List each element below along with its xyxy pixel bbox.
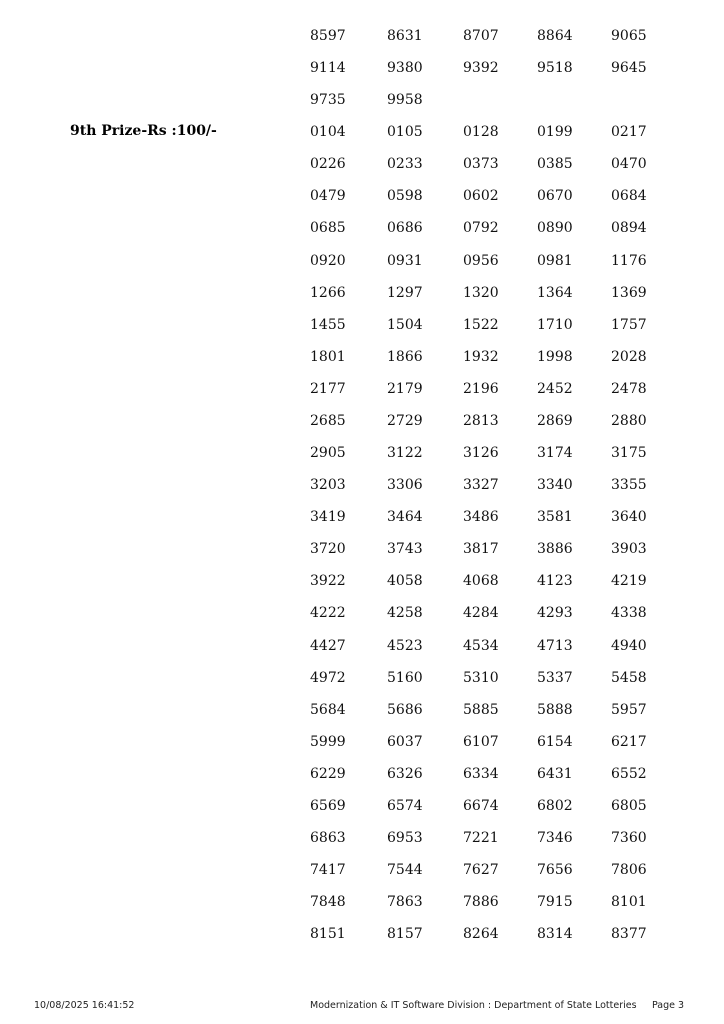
ticket-number: 4534 <box>463 637 499 654</box>
ticket-number: 8864 <box>537 28 573 44</box>
ticket-number: 3306 <box>387 477 423 494</box>
ticket-number: 7863 <box>387 894 423 911</box>
ticket-number: 6574 <box>387 797 423 814</box>
ticket-number: 9380 <box>387 60 423 77</box>
ticket-number: 0385 <box>537 156 573 173</box>
ticket-number: 8631 <box>387 28 423 44</box>
ticket-number: 9645 <box>611 60 647 77</box>
ticket-number: 3464 <box>387 509 423 526</box>
ticket-number: 6569 <box>310 797 346 814</box>
ticket-number: 0956 <box>463 252 499 269</box>
ticket-number: 6863 <box>310 830 346 846</box>
ticket-number: 0105 <box>387 124 423 141</box>
ticket-number: 7656 <box>537 862 573 879</box>
ticket-number: 3355 <box>611 477 647 494</box>
ticket-number: 4293 <box>537 605 573 622</box>
ticket-number: 6953 <box>387 830 423 846</box>
ticket-number: 3743 <box>387 541 423 558</box>
ticket-number: 6805 <box>611 797 647 814</box>
ticket-number: 0670 <box>537 188 573 205</box>
ticket-number: 5885 <box>463 701 499 718</box>
ticket-number: 6326 <box>387 765 423 782</box>
ticket-number: 1522 <box>463 316 499 333</box>
ticket-number: 5957 <box>611 701 647 718</box>
ticket-number: 6107 <box>463 733 499 750</box>
ticket-number: 4523 <box>387 637 423 654</box>
footer-timestamp: 10/08/2025 16:41:52 <box>34 1000 135 1011</box>
ticket-number: 2179 <box>387 380 423 397</box>
ticket-number: 5684 <box>310 701 346 718</box>
ticket-number: 1364 <box>537 284 573 301</box>
ticket-number: 0373 <box>463 156 499 173</box>
ticket-number: 5458 <box>611 669 647 686</box>
ticket-number: 0890 <box>537 220 573 237</box>
ticket-number: 1710 <box>537 316 573 333</box>
ticket-number: 4058 <box>387 573 423 590</box>
ticket-number: 9114 <box>310 60 346 77</box>
ticket-number: 5999 <box>310 733 346 750</box>
ticket-number: 0217 <box>611 124 647 141</box>
ticket-number: 3126 <box>463 445 499 462</box>
ticket-number: 6674 <box>463 797 499 814</box>
ticket-number: 4338 <box>611 605 647 622</box>
ticket-number: 3640 <box>611 509 647 526</box>
ticket-number: 4940 <box>611 637 647 654</box>
ticket-number: 7544 <box>387 862 423 879</box>
ticket-number: 0128 <box>463 124 499 141</box>
ticket-number: 6037 <box>387 733 423 750</box>
ticket-number: 3340 <box>537 477 573 494</box>
ticket-number: 6802 <box>537 797 573 814</box>
ticket-number: 4219 <box>611 573 647 590</box>
ticket-number: 4222 <box>310 605 346 622</box>
ticket-number: 1932 <box>463 348 499 365</box>
ticket-number: 4123 <box>537 573 573 590</box>
ticket-number: 7417 <box>310 862 346 879</box>
prize-9-label: 9th Prize-Rs :100/- <box>70 123 217 139</box>
ticket-number: 7346 <box>537 830 573 846</box>
ticket-number: 1504 <box>387 316 423 333</box>
ticket-number: 0104 <box>310 124 346 141</box>
ticket-number: 8377 <box>611 926 647 943</box>
ticket-number: 1266 <box>310 284 346 301</box>
ticket-number: 5337 <box>537 669 573 686</box>
ticket-number: 8151 <box>310 926 346 943</box>
ticket-number: 7360 <box>611 830 647 846</box>
ticket-number: 3419 <box>310 509 346 526</box>
ticket-number: 0792 <box>463 220 499 237</box>
footer-page-number: Page 3 <box>652 1000 685 1011</box>
ticket-number: 2177 <box>310 380 346 397</box>
ticket-number: 2869 <box>537 412 573 429</box>
ticket-number: 0598 <box>387 188 423 205</box>
footer-division: Modernization & IT Software Division : Department of State Lotteries <box>310 1000 637 1011</box>
ticket-number: 3203 <box>310 477 346 494</box>
ticket-number: 3922 <box>310 573 346 590</box>
ticket-number: 3175 <box>611 445 647 462</box>
ticket-number: 5888 <box>537 701 573 718</box>
ticket-number: 7221 <box>463 830 499 846</box>
ticket-number: 0685 <box>310 220 346 237</box>
ticket-number: 3581 <box>537 509 573 526</box>
ticket-number: 1801 <box>310 348 346 365</box>
ticket-number: 0686 <box>387 220 423 237</box>
ticket-number: 5160 <box>387 669 423 686</box>
ticket-number: 2478 <box>611 380 647 397</box>
ticket-number: 7886 <box>463 894 499 911</box>
ticket-number: 7915 <box>537 894 573 911</box>
ticket-number: 2880 <box>611 412 647 429</box>
ticket-number: 8707 <box>463 28 499 44</box>
ticket-number: 4972 <box>310 669 346 686</box>
ticket-number: 0981 <box>537 252 573 269</box>
ticket-number: 9958 <box>387 92 423 109</box>
ticket-number: 0233 <box>387 156 423 173</box>
ticket-number: 4427 <box>310 637 346 654</box>
ticket-number: 0479 <box>310 188 346 205</box>
ticket-number: 6334 <box>463 765 499 782</box>
ticket-number: 9065 <box>611 28 647 44</box>
ticket-number: 4284 <box>463 605 499 622</box>
ticket-number: 9735 <box>310 92 346 109</box>
ticket-number: 7627 <box>463 862 499 879</box>
ticket-number: 1297 <box>387 284 423 301</box>
ticket-number: 3720 <box>310 541 346 558</box>
ticket-number: 5686 <box>387 701 423 718</box>
ticket-number: 9518 <box>537 60 573 77</box>
ticket-number: 4068 <box>463 573 499 590</box>
ticket-number: 2905 <box>310 445 346 462</box>
ticket-number: 5310 <box>463 669 499 686</box>
ticket-number: 1866 <box>387 348 423 365</box>
ticket-number: 1320 <box>463 284 499 301</box>
ticket-number: 7848 <box>310 894 346 911</box>
ticket-number: 0894 <box>611 220 647 237</box>
ticket-number: 2196 <box>463 380 499 397</box>
ticket-number: 8101 <box>611 894 647 911</box>
ticket-number: 0199 <box>537 124 573 141</box>
ticket-number: 3327 <box>463 477 499 494</box>
ticket-number: 3486 <box>463 509 499 526</box>
ticket-number: 1369 <box>611 284 647 301</box>
ticket-number: 7806 <box>611 862 647 879</box>
ticket-number: 6217 <box>611 733 647 750</box>
ticket-number: 1176 <box>611 252 647 269</box>
ticket-number: 3174 <box>537 445 573 462</box>
ticket-number: 4258 <box>387 605 423 622</box>
ticket-number: 6431 <box>537 765 573 782</box>
ticket-number: 3903 <box>611 541 647 558</box>
ticket-number: 3817 <box>463 541 499 558</box>
ticket-number: 0602 <box>463 188 499 205</box>
ticket-number: 0931 <box>387 252 423 269</box>
ticket-number: 2452 <box>537 380 573 397</box>
ticket-number: 0470 <box>611 156 647 173</box>
ticket-number: 9392 <box>463 60 499 77</box>
ticket-number: 2028 <box>611 348 647 365</box>
ticket-number: 1455 <box>310 316 346 333</box>
ticket-number: 3122 <box>387 445 423 462</box>
ticket-number: 0226 <box>310 156 346 173</box>
ticket-number: 8314 <box>537 926 573 943</box>
ticket-number: 0684 <box>611 188 647 205</box>
ticket-number: 8264 <box>463 926 499 943</box>
ticket-number: 1998 <box>537 348 573 365</box>
ticket-number: 2685 <box>310 412 346 429</box>
ticket-number: 8157 <box>387 926 423 943</box>
ticket-number: 3886 <box>537 541 573 558</box>
ticket-number: 6552 <box>611 765 647 782</box>
ticket-number: 6229 <box>310 765 346 782</box>
ticket-number: 0920 <box>310 252 346 269</box>
ticket-number: 2813 <box>463 412 499 429</box>
ticket-number: 8597 <box>310 28 346 44</box>
ticket-number: 6154 <box>537 733 573 750</box>
ticket-number: 1757 <box>611 316 647 333</box>
ticket-number: 2729 <box>387 412 423 429</box>
ticket-number: 4713 <box>537 637 573 654</box>
